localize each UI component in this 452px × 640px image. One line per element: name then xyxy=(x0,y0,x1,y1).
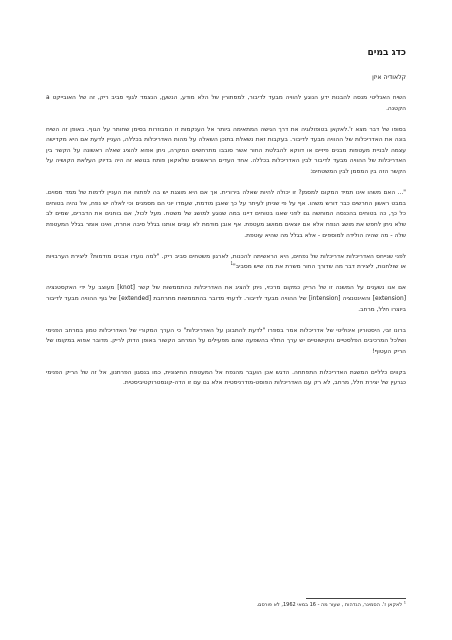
paragraph-5: אם אנו נשענים על המשנה זו של הריק כמקום מרכזי, ניתן להציג את האדריכלות כהתממשות של קשר [knot] מעוצב על ידי האקסטנציה [extension] והאינטנציה [intension] של ההוויה מבעד לדיבור. לדעתי מדובר בהתממשות מתרחבת [extended] של גוף ההוויה מבעד לדיבור ביוצרו חלל, מרחב. xyxy=(46,285,406,313)
footnote-text: לאקאן ז'. הסמינר, הגדהות , שעור מה - 16 במאי 1962, לא פורסם. xyxy=(256,602,403,608)
footnote-divider xyxy=(306,598,406,599)
document-title: כדג במים xyxy=(367,48,406,58)
paragraph-4-text: לפני שנייחס האדריכלות אדריכלות של נפחים, היא הראשיתה להכנות, לארגון משטחים סביב ריק. "למה נועדו אבנים מודמות? ליצירת הערבויות או שולחנות, ליצירת דבר מה שדורך החור משרת את מה שיש מסביב" xyxy=(46,253,406,271)
footnote xyxy=(46,601,406,610)
paragraph-2: בסופו של דבר מצא ז'.לאקאן בטופולוגיה את דרך הגישה המתאימה ביותר אל הענקמות זו המבוזרות בסימן שחותר על הגוף. באופן זה השיח בונה את האדריכלות של ההוויה מבעד לדיבור. בעקבות זאת נשאלת בתוכן השאלה על מהות האדריכלות בכללה, העניין לדעת אם היא מקדישה עצמה לבניית מעטפות מבנים פיזיים או דווקא להבלטת החור אשר סובבו מתרחשים המקרה, ניתן אפוא להציג שאלה ראשונה על הקשר בין האדריכלות של ההוויה מבעד לדיבור לבין האדריכלות בכללה. אחד העדים הראשונים שלאקאן פותח בנושא זה היה בדיוק העלאת הקושיה על הקשר הזה בין המסמן לבין המשטחים: xyxy=(46,126,406,176)
paragraph-7: בקווים כלליים המשגת האדריכלות התפתחה. הדגש אכן הועבר מהנפח אל המעטפת החיצונית, כמו בנסגון הפרתנון, אל זה של הריק הפנימי כגרעין של יצירת חלל, מרחב, לא רק עם האדריכלות הפוסט-מודרניסטית אלא גם עם זו הדה-קונסטרוקטיביסטית. xyxy=(46,369,406,387)
footnote-number: 1 xyxy=(403,600,406,605)
paragraph-4 xyxy=(46,252,406,273)
paragraph-1: השיח האנליטי מנסה להבנות ידע הנוגע להוויה מבעד לדיבור, למסתורין של הלא מודע, הנשען, הנצמד לגוף סביב ריק, זה של האובייקט a הקטנה. xyxy=(46,95,406,112)
author-name: קלאודיה איזן xyxy=(372,74,406,81)
paragraph-3: "... האם משהו אינו תמיד המקום למסמן? זו יכולה להיות שאלה בירורית. אך אם היא מוצגת יש בה לפתוח את העניין לדמות של ממד מסוים. במבט ראשון החרשים כבר דורש משהו. אף על פי שניתן לעיתר על כך שאבן מודמת, שעמדו יוני הם מסמנים וכי לאלה יש נפח, אל נהיה בטוחים כל כך, כה בטוחים בהכנסה המוחשה גם לפני שאנו בטוחים דיינו במה שנוגע למושג של משטח. מעל לכול, אם בוחנים את הדברים, שמים לב שלא ניתן לחפש את מושג הנפח אלא אם יוצאים ממושג מעטפת. אף אובן מודמת לא עונים אותנו בגלל סיבה אחרת, ואינו אומר בגלל המעטפת שלה - מה שהיה הולידה למוספים - אלא בגלל מה שהיא עוטפת. xyxy=(46,190,406,239)
footnote-reference[interactable]: 1 xyxy=(230,261,234,267)
paragraph-6: ברונו זבי, היסטוריון אינוליטי של אדריכלות אמר בספרו "לדעת להתבונן על האדריכלות" כי הערך המקורי של האדריכלות טמון במרחב הפנימי ושלכל המרכיבים הפלסטיים והקישוטיים יש ערך התלוי בהשפעה שהם מפעילים על המרחב הקשור באופן הדוק לריק. מדובר אפוא במקומו של הריק העטוף! xyxy=(46,327,406,355)
